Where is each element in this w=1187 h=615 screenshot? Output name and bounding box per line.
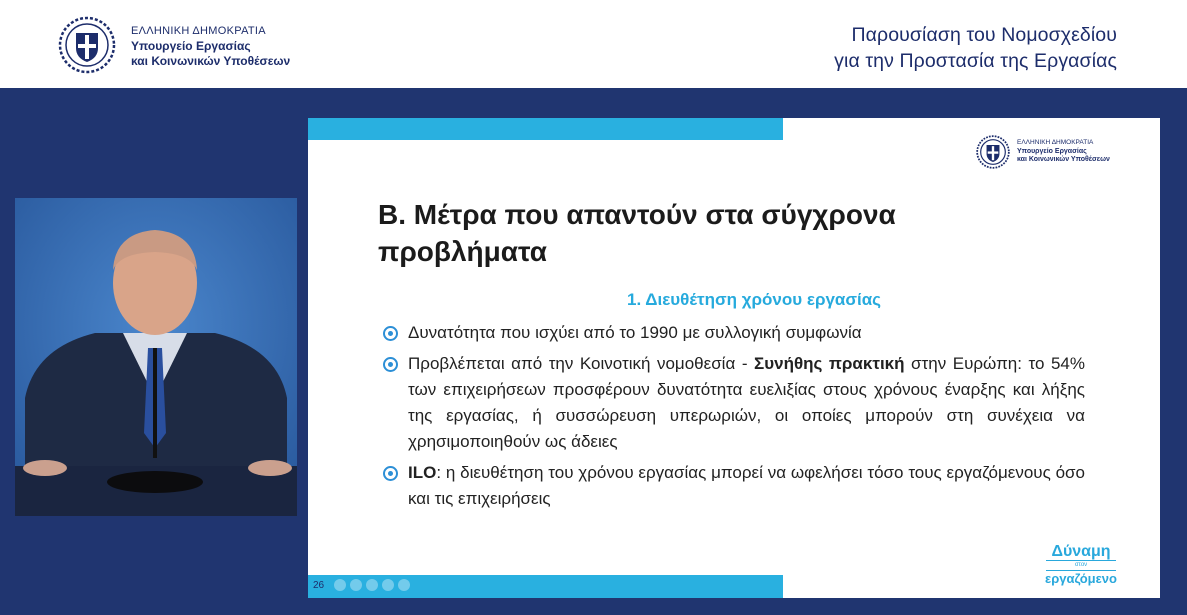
bullet-text: Δυνατότητα που ισχύει από το 1990 με συλλογική συμφωνία [408,323,862,342]
bullet-item [383,320,1085,346]
slide-heading-line-2: προβλήματα [378,236,547,267]
slide-subheading: 1. Διευθέτηση χρόνου εργασίας [626,290,882,309]
ministry-line-1: ΕΛΛΗΝΙΚΗ ΔΗΜΟΚΡΑΤΙΑ [131,25,266,37]
radio-bullet-icon [383,466,398,481]
presentation-title-line-1: Παρουσίαση του Νομοσχεδίου [851,24,1117,46]
presentation-title-line-2: για την Προστασία της Εργασίας [834,50,1117,72]
slide-ministry-line-2: Υπουργείο Εργασίας [1017,147,1087,155]
slide-ministry-name [1017,139,1110,165]
slide-heading-line-1: Β. Μέτρα που απαντούν στα σύγχρονα [378,199,896,230]
slide-tool-icon[interactable] [382,579,394,591]
slide-ministry-line-3: και Κοινωνικών Υποθέσεων [1017,156,1110,163]
bullet-item [383,460,1085,512]
ministry-line-2: Υπουργείο Εργασίας [131,39,251,53]
presentation-slide [308,118,1160,598]
speaker-video [15,198,297,516]
slide-tool-icon[interactable] [398,579,410,591]
presentation-title [834,22,1117,74]
bullet-list [383,320,1085,517]
bullet-text-bold: ILO [408,463,437,482]
radio-bullet-icon [383,357,398,372]
bullet-item [383,351,1085,455]
page-header [0,0,1187,88]
ministry-name [131,24,290,69]
slide-tool-icon[interactable] [334,579,346,591]
bullet-text-suffix: στην Ευρώπη: το 54% των επιχειρήσεων προσφέρουν δυνατότητα ευελιξίας στους χρόνους έναρξης και λήξης της εργασίας, ή συσσώρευση υπερωριών, οι οποίες μπορούν στη συνέχεια να χρησιμοποιηθούν ως άδειες [408,354,1085,451]
bullet-text-bold: Συνήθης πρακτική [754,354,905,373]
ministry-line-3: και Κοινωνικών Υποθέσεων [131,54,291,68]
slide-tool-icon[interactable] [366,579,378,591]
slide-ministry-line-1: ΕΛΛΗΝΙΚΗ ΔΗΜΟΚΡΑΤΙΑ [1017,139,1094,146]
bullet-text-suffix: : η διευθέτηση του χρόνου εργασίας μπορεί να ωφελήσει τόσο τους εργαζόμενους όσο και τις επιχειρήσεις [408,463,1085,508]
slide-heading [378,196,1018,270]
radio-bullet-icon [383,326,398,341]
campaign-logo-line-3: εργαζόμενο [1045,571,1117,586]
campaign-logo [1016,544,1146,587]
hellenic-emblem-icon [58,16,116,74]
speaker-image [15,198,297,516]
campaign-logo-line-1: Δύναμη [1051,543,1111,560]
slide-toolbar[interactable] [334,579,410,591]
hellenic-emblem-icon [976,135,1010,169]
slide-tool-icon[interactable] [350,579,362,591]
slide-page-number: 26 [313,580,325,591]
bullet-text-prefix: Προβλέπεται από την Κοινοτική νομοθεσία - [408,354,755,373]
slide-top-bar [308,118,783,140]
campaign-logo-line-2: στον [1074,562,1088,568]
